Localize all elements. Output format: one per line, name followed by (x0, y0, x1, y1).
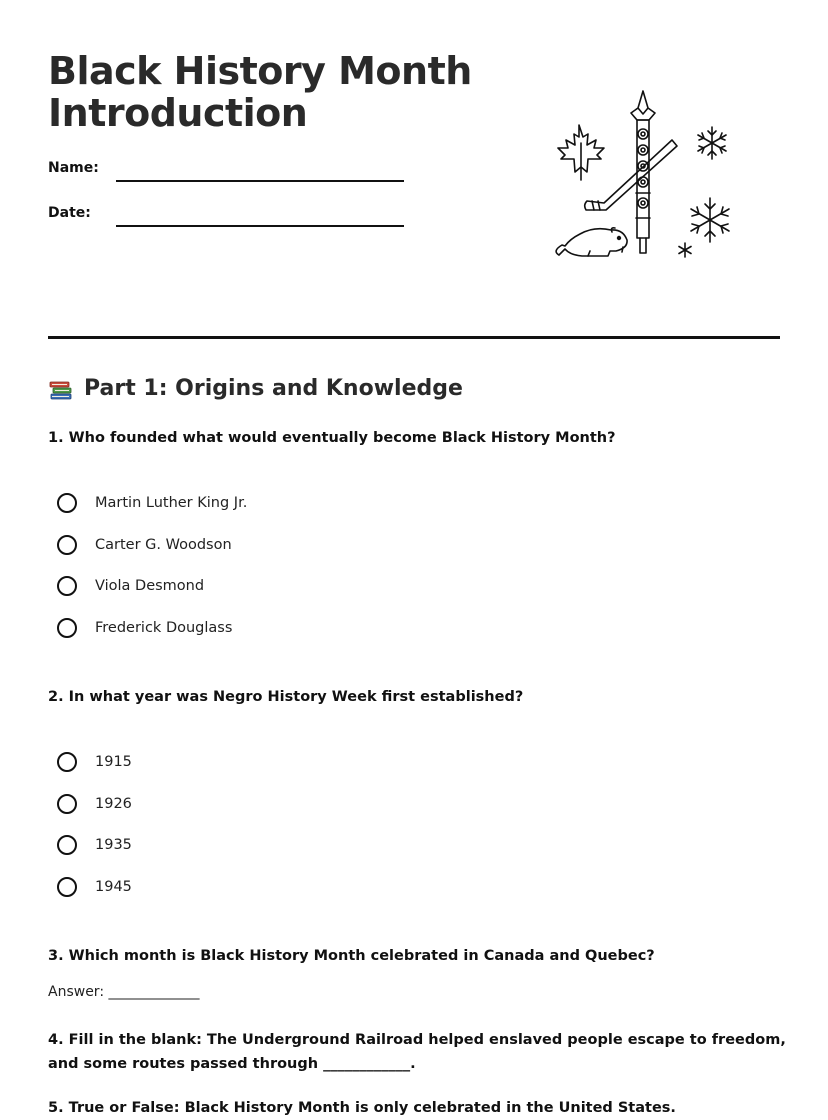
title-line-1: Black History Month (48, 49, 472, 93)
books-icon (48, 376, 74, 402)
part-1-heading (48, 374, 463, 404)
q2-option-4[interactable] (57, 874, 132, 900)
radio-button[interactable] (57, 794, 77, 814)
q2-option-1[interactable] (57, 749, 132, 775)
name-label: Name: (48, 160, 99, 176)
option-label: Viola Desmond (95, 578, 205, 594)
radio-button[interactable] (57, 493, 77, 513)
question-5: 5. True or False: Black History Month is only celebrated in the United States. (48, 1100, 676, 1116)
q1-option-4[interactable] (57, 615, 232, 641)
radio-button[interactable] (57, 535, 77, 555)
question-4: 4. Fill in the blank: The Underground Railroad helped enslaved people escape to freedom, and some routes passed through ____________. (48, 1032, 786, 1072)
question-1: 1. Who founded what would eventually become Black History Month? (48, 430, 616, 446)
radio-button[interactable] (57, 576, 77, 596)
q2-option-3[interactable] (57, 832, 132, 858)
option-label: Carter G. Woodson (95, 537, 232, 553)
canada-emblem-icon (550, 88, 740, 263)
q1-option-1[interactable] (57, 490, 247, 516)
answer-field[interactable]: Answer: _____________ (48, 984, 200, 1000)
option-label: 1945 (95, 879, 132, 895)
option-label: 1935 (95, 837, 132, 853)
option-label: Frederick Douglass (95, 620, 233, 636)
section-divider (48, 336, 780, 339)
radio-button[interactable] (57, 618, 77, 638)
part-1-title: Part 1: Origins and Knowledge (84, 376, 463, 401)
q1-option-3[interactable] (57, 573, 204, 599)
question-3: 3. Which month is Black History Month celebrated in Canada and Quebec? (48, 948, 655, 964)
option-label: Martin Luther King Jr. (95, 495, 248, 511)
option-label: 1926 (95, 796, 132, 812)
date-field[interactable] (116, 225, 404, 227)
q1-option-2[interactable] (57, 532, 232, 558)
q2-option-2[interactable] (57, 791, 132, 817)
page-title (48, 50, 472, 134)
question-2: 2. In what year was Negro History Week first established? (48, 689, 524, 705)
option-label: 1915 (95, 754, 132, 770)
radio-button[interactable] (57, 877, 77, 897)
name-field[interactable] (116, 180, 404, 182)
title-line-2: Introduction (48, 91, 308, 135)
radio-button[interactable] (57, 835, 77, 855)
date-label: Date: (48, 205, 91, 221)
radio-button[interactable] (57, 752, 77, 772)
